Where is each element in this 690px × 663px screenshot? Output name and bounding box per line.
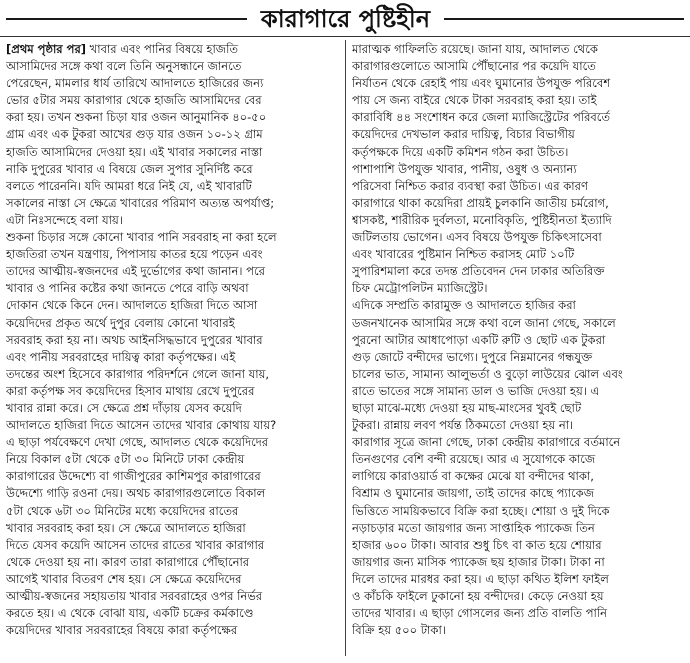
headline-rule-right <box>444 18 684 20</box>
article-text-line: রাতে ভাতের সঙ্গে সামান্য ডাল ও ভাজি দেওয়া হয়। এ <box>352 383 600 398</box>
article-text-line: এটা নিঃসন্দেহে বলা যায়। <box>6 212 123 227</box>
article-text-line: বিক্রি হয় ৫০০ টাকা। <box>352 623 446 638</box>
article-text-line: হাজতি আসামিদের দেওয়া হয়। এই খাবার সকালের নাস্তা <box>6 144 263 159</box>
continued-from-label: [প্রথম পৃষ্ঠার পর] <box>6 42 87 56</box>
article-text-line: নাকি দুপুরের খাবার এ বিষয়ে জেল সুপার সুনির্দিষ্ট করে <box>6 161 253 176</box>
article-text-line: আগেই খাবার বিতরণ শেষ হয়। সে ক্ষেত্রে কয়েদিদের <box>6 571 242 586</box>
article-text-line: কারাবিধি ৪৪ সংশোধন করে জেলা ম্যাজিস্ট্রেটের পরিবর্তে <box>352 110 611 125</box>
article-text-line <box>6 41 338 58</box>
article-text-line: এবং খাবারের পুষ্টিমান নিশ্চিত করাসহ মোট ১০টি <box>352 247 575 262</box>
article-text-segment: খাবার এবং পানির বিষয়ে হাজতি <box>86 42 238 56</box>
article-text-line: কর্তৃপক্ষকে দিয়ে একটি কমিশন গঠন করা উচিত। <box>352 144 569 159</box>
article-text-line: কারাগারগুলোতে আসামি পৌঁছানোর পর কয়েদি যাতে <box>352 59 596 74</box>
article-text-line: ও কাঁচকি ফাইলে ঢুকানো হয় বন্দীদের। কেড়ে নেওয়া হয় <box>352 589 604 603</box>
article-text-line: নড়াচড়ার মতো জায়গার জন্য সাপ্তাহিক প্যাকেজ তিন <box>352 520 595 535</box>
headline-bar <box>0 0 690 38</box>
article-text-line: পরিসেবা নিশ্চিত করার ব্যবস্থা করা উচিত। এর কারণ <box>352 178 588 193</box>
article-text-line: কারা কর্তৃপক্ষ সব কয়েদিদের হিসাব মাথায় রেখে দুপুরের <box>6 383 255 398</box>
article-text-line: নিয়ে বিকাল ৫টা থেকে ৫টা ৩০ মিনিটে ঢাকা কেন্দ্রীয় <box>6 452 245 467</box>
article-text-line: ডজনখানেক আসামির সঙ্গে কথা বলে জানা গেছে, সকালে <box>352 315 616 330</box>
article-text-line: ছাড়া মাঝে-মধ্যে দেওয়া হয় মাছ-মাংসের খুবই ছোট <box>352 400 582 415</box>
article-text-line: দিলে তাদের মারধর করা হয়। এ ছাড়া কথিত ইলিশ ফাইল <box>352 571 609 586</box>
article-text-line: কারাগারের উদ্দেশ্যে বা গাজীপুরের কাশিমপুর কারাগারের <box>6 469 261 484</box>
article-text-line: মারাত্মক গাফিলতি রয়েছে। জানা যায়, আদালত থেকে <box>352 42 598 56</box>
article-text-line: জটিলতায় ভোগেন। এসব বিষয়ে উপযুক্ত চিকিৎসাসেবা <box>352 230 602 245</box>
article-text-line: হাজতিরা তখন যন্ত্রণায়, পিপাসায় কাতর হয়ে পড়েন এবং <box>6 247 263 262</box>
article-text-line: পাশাপাশি উপযুক্ত খাবার, পানীয়, ওষুধ ও অন্যান্য <box>352 161 577 176</box>
article-text-line: সরবরাহ করা হয় না। অথচ আইনসিদ্ধভাবে দুপুরের খাবার <box>6 332 263 347</box>
column-divider <box>345 40 346 656</box>
article-text-line: দোকান থেকে কিনে দেন। আদালতে হাজিরা দিতে আসা <box>6 298 258 313</box>
article-text-line: গুড় জোটে বন্দীদের ভাগ্যে। দুপুরে নিম্নমানের গন্ধযুক্ত <box>352 349 593 364</box>
article-text-line: তাদের খাবার। এ ছাড়া গোসলের জন্য প্রতি বালতি পানি <box>352 606 608 621</box>
article-text-line: কয়েদিদের খাবার সরবরাহের বিষয়ে কারা কর্তৃপক্ষের <box>6 623 238 638</box>
article-text-line: চিফ মেট্রোপলিটন ম্যাজিস্ট্রেট। <box>352 281 488 296</box>
article-text-line: নির্যাতন থেকে রেহাই পায় এবং ঘুমানোর উপযুক্ত পরিবেশ <box>352 76 611 91</box>
article-text-line: গ্রাম এবং এক টুকরা আখের গুড় যার ওজন ১০-১২ গ্রাম <box>6 127 263 142</box>
article-text-line: এ ছাড়া পর্যবেক্ষণে দেখা গেছে, আদালত থেকে কয়েদিদের <box>6 435 269 450</box>
article-text-line: চালের ভাত, সামান্য আলুভর্তা ও বুড়ো লাউয়ের ঝোল এবং <box>352 366 623 381</box>
article-text-line: পুরনো আটার আধাপোড়া একটি রুটি ও ছোট এক টুকরা <box>352 332 606 347</box>
article-column-left <box>6 41 338 656</box>
article-text-line: ভিত্তিতে সাময়িকভাবে বিক্রি করা হচ্ছে। শোয়া ও দুই দিকে <box>352 503 610 518</box>
headline-rule-left <box>6 18 247 20</box>
article-text-line: বিশ্রাম ও ঘুমানোর জায়গা, তাই তাদের কাছে প্যাকেজ <box>352 486 595 501</box>
article-text-line: খাবার সরবরাহ করা হয়। সে ক্ষেত্রে আদালতে হাজিরা <box>6 520 246 535</box>
article-text-line: তাদের আত্মীয়-স্বজনদের এই দুর্ভোগের কথা জানান। পরে <box>6 264 265 279</box>
headline-divider <box>0 36 690 37</box>
article-text-line: টুকরা। রান্নায় লবণ পর্যন্ত ঠিকমতো দেওয়া হয় না। <box>352 418 574 433</box>
article-text-line: দিতে যেসব কয়েদি আসেন তাদের রাতের খাবার কারাগার <box>6 537 265 552</box>
article-text-line: কয়েদিদের দেখভাল করার দায়িত্ব, বিচার বিভাগীয় <box>352 127 575 142</box>
article-text-line: কারাগার সূত্রে জানা গেছে, ঢাকা কেন্দ্রীয় কারাগারে বর্তমানে <box>352 435 621 450</box>
article-text-line: থেকে দেওয়া হয় না। কারণ তারা কারাগারে পৌঁছানোর <box>6 554 250 569</box>
article-text-line: কারাগারে থাকা কয়েদিরা প্রায়ই চুলকানি জাতীয় চর্মরোগ, <box>352 195 609 210</box>
article-text-line: বলতে পারেননি। যদি আমরা ধরে নিই যে, এই খাবারটি <box>6 178 252 193</box>
article-text-line: পায় সে জন্য বাইরে থেকে টাকা সরবরাহ করা হয়। তাই <box>352 93 597 108</box>
article-text-line: আত্মীয়-স্বজনের সহায়তায় খাবার সরবরাহের ওপর নির্ভর <box>6 589 263 603</box>
article-text-line: জায়গার জন্য মাসিক প্যাকেজ ছয় হাজার টাকা। টাকা না <box>352 554 605 569</box>
article-text-line: সকালের নাস্তা সে ক্ষেত্রে খাবারের পরিমাণ অত্যন্ত অপর্যাপ্ত; <box>6 195 275 210</box>
article-text-line: এবং পানীয় সরবরাহের দায়িত্ব কারা কর্তৃপক্ষের। এই <box>6 349 236 364</box>
article-text-line: সুপারিশমালা করে তদন্ত প্রতিবেদন দেন ঢাকার অতিরিক্ত <box>352 264 605 279</box>
article-text-line: শুকনা চিড়ার সঙ্গে কোনো খাবার পানি সরবরাহ না করা হলে <box>6 230 277 245</box>
article-text-line: খাবার রান্না করে। সে ক্ষেত্রে প্রশ্ন দাঁড়ায় যেসব কয়েদি <box>6 400 242 415</box>
article-text-line: করা হয়। তখন শুকনা চিড়া যার ওজন আনুমানিক ৪০-৫০ <box>6 110 267 125</box>
article-text-line: তিনগুণের বেশি বন্দী রয়েছে। আর এ সুযোগকে কাজে <box>352 452 596 467</box>
headline: কারাগারে পুষ্টিহীন <box>260 5 431 33</box>
article-text-line: ভোর ৫টার সময় কারাগার থেকে হাজতি আসামিদের বের <box>6 93 262 108</box>
article-text-line: খাবার ও পানির কষ্টের কথা জানতে পেরে বাড়ি অথবা <box>6 281 249 296</box>
article-text-line: পেরেছেন, মামলার ধার্য তারিখে আদালতে হাজিরের জন্য <box>6 76 264 91</box>
article-text-line: এদিকে সম্প্রতি কারামুক্ত ও আদালতে হাজির করা <box>352 298 576 313</box>
article-column-right <box>352 41 684 656</box>
article-text-line: উদ্দেশ্যে গাড়ি রওনা দেয়। অথচ কারাগারগুলোতে বিকাল <box>6 486 266 501</box>
article-text-line: ৫টা থেকে ৬টা ৩০ মিনিটের মধ্যে কয়েদিদের রাতের <box>6 503 239 518</box>
article-text-line: হাজার ৬০০ টাকা। আবার শুধু চিৎ বা কাত হয়ে শোয়ার <box>352 537 602 552</box>
article-text-line: আসামিদের সঙ্গে কথা বলে তিনি অনুসন্ধানে জানতে <box>6 59 242 74</box>
article-text-line: তদন্তের অংশ হিসেবে কারাগার পরিদর্শনে গেলে জানা যায়, <box>6 366 270 381</box>
article-text-line: শ্বাসকষ্ট, শারীরিক দুর্বলতা, মনোবিকৃতি, পুষ্টিহীনতা ইত্যাদি <box>352 212 612 227</box>
article-text-line: কয়েদিদের প্রকৃত অর্থে দুপুর বেলায় কোনো খাবারই <box>6 315 235 330</box>
article-text-line: লাগিয়ে কারাওয়ার্ড বা কক্ষের মেঝে যা বন্দীদের থাকা, <box>352 469 594 484</box>
article-text-line: করতে হয়। এ থেকে বোঝা যায়, একটি চক্রের কর্মকাণ্ডে <box>6 606 254 621</box>
article-text-line: আদালতে হাজিরা দিতে আসেন তাদের খাবার কোথায় যায়? <box>6 418 277 433</box>
